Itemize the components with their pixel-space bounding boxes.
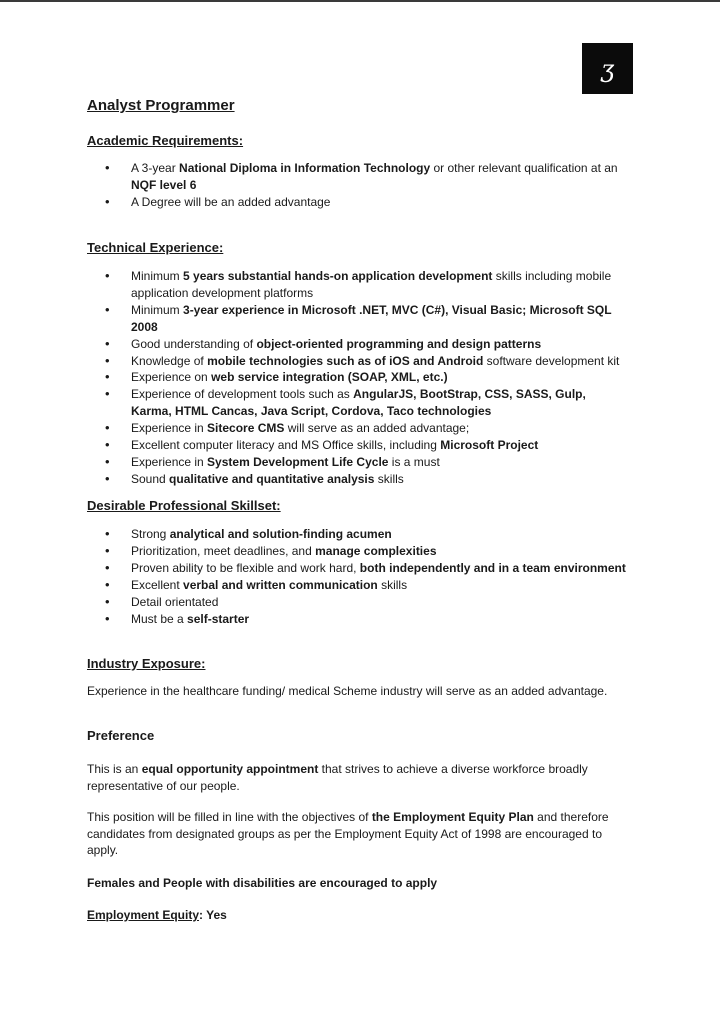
list-item: • Sound qualitative and quantitative analysis skills bbox=[105, 471, 635, 488]
employment-equity-label: Employment Equity bbox=[87, 908, 200, 922]
list-item: • A Degree will be an added advantage bbox=[105, 194, 645, 211]
technical-heading: Technical Experience: bbox=[87, 240, 224, 255]
preference-paragraph-1: This is an equal opportunity appointment that strives to achieve a diverse workforce broadly representative of our people. bbox=[87, 762, 588, 793]
list-item: • Must be a self-starter bbox=[105, 611, 645, 628]
company-logo bbox=[582, 43, 633, 94]
page-title: Analyst Programmer bbox=[87, 97, 235, 114]
list-item: • Strong analytical and solution-finding acumen bbox=[105, 526, 645, 543]
list-item: • Excellent verbal and written communication skills bbox=[105, 577, 645, 594]
list-item: • Minimum 3-year experience in Microsoft .NET, MVC (C#), Visual Basic; Microsoft SQL 2008 bbox=[105, 302, 635, 336]
academic-list bbox=[105, 160, 645, 211]
preference-heading: Preference bbox=[87, 728, 155, 743]
industry-text: Experience in the healthcare funding/ medical Scheme industry will serve as an added advantage. bbox=[87, 684, 608, 698]
top-border bbox=[0, 0, 720, 2]
list-item: • Excellent computer literacy and MS Office skills, including Microsoft Project bbox=[105, 437, 635, 454]
technical-list bbox=[105, 268, 635, 488]
industry-heading: Industry Exposure: bbox=[87, 656, 206, 671]
list-item: • Experience in System Development Life Cycle is a must bbox=[105, 454, 635, 471]
list-item: • Experience on web service integration (SOAP, XML, etc.) bbox=[105, 369, 635, 386]
employment-equity bbox=[87, 907, 627, 924]
list-item: • Knowledge of mobile technologies such as of iOS and Android software development kit bbox=[105, 353, 635, 370]
list-item: • Detail orientated bbox=[105, 594, 645, 611]
list-item: • Prioritization, meet deadlines, and manage complexities bbox=[105, 543, 645, 560]
list-item: • A 3-year National Diploma in Information Technology or other relevant qualification at an NQF level 6 bbox=[105, 160, 645, 194]
academic-heading: Academic Requirements: bbox=[87, 133, 244, 148]
list-item: • Experience of development tools such as AngularJS, BootStrap, CSS, SASS, Gulp, Karma, HTML Cancas, Java Script, Cordova, Taco technologies bbox=[105, 386, 605, 420]
encouragement-note: Females and People with disabilities are encouraged to apply bbox=[87, 876, 438, 890]
logo-glyph: ʒ bbox=[600, 54, 615, 83]
list-item: • Minimum 5 years substantial hands-on application development skills including mobile application development platforms bbox=[105, 268, 635, 302]
desirable-list bbox=[105, 526, 645, 627]
list-item: • Experience in Sitecore CMS will serve as an added advantage; bbox=[105, 420, 635, 437]
preference-paragraph-2: This position will be filled in line with the objectives of the Employment Equity Plan and therefore candidates from designated groups as per the Employment Equity Act of 1998 are encouraged to apply. bbox=[87, 810, 609, 857]
list-item: • Proven ability to be flexible and work hard, both independently and in a team environment bbox=[105, 560, 645, 577]
desirable-heading: Desirable Professional Skillset: bbox=[87, 498, 281, 513]
employment-equity-value: : Yes bbox=[199, 908, 227, 922]
list-item: • Good understanding of object-oriented programming and design patterns bbox=[105, 336, 635, 353]
